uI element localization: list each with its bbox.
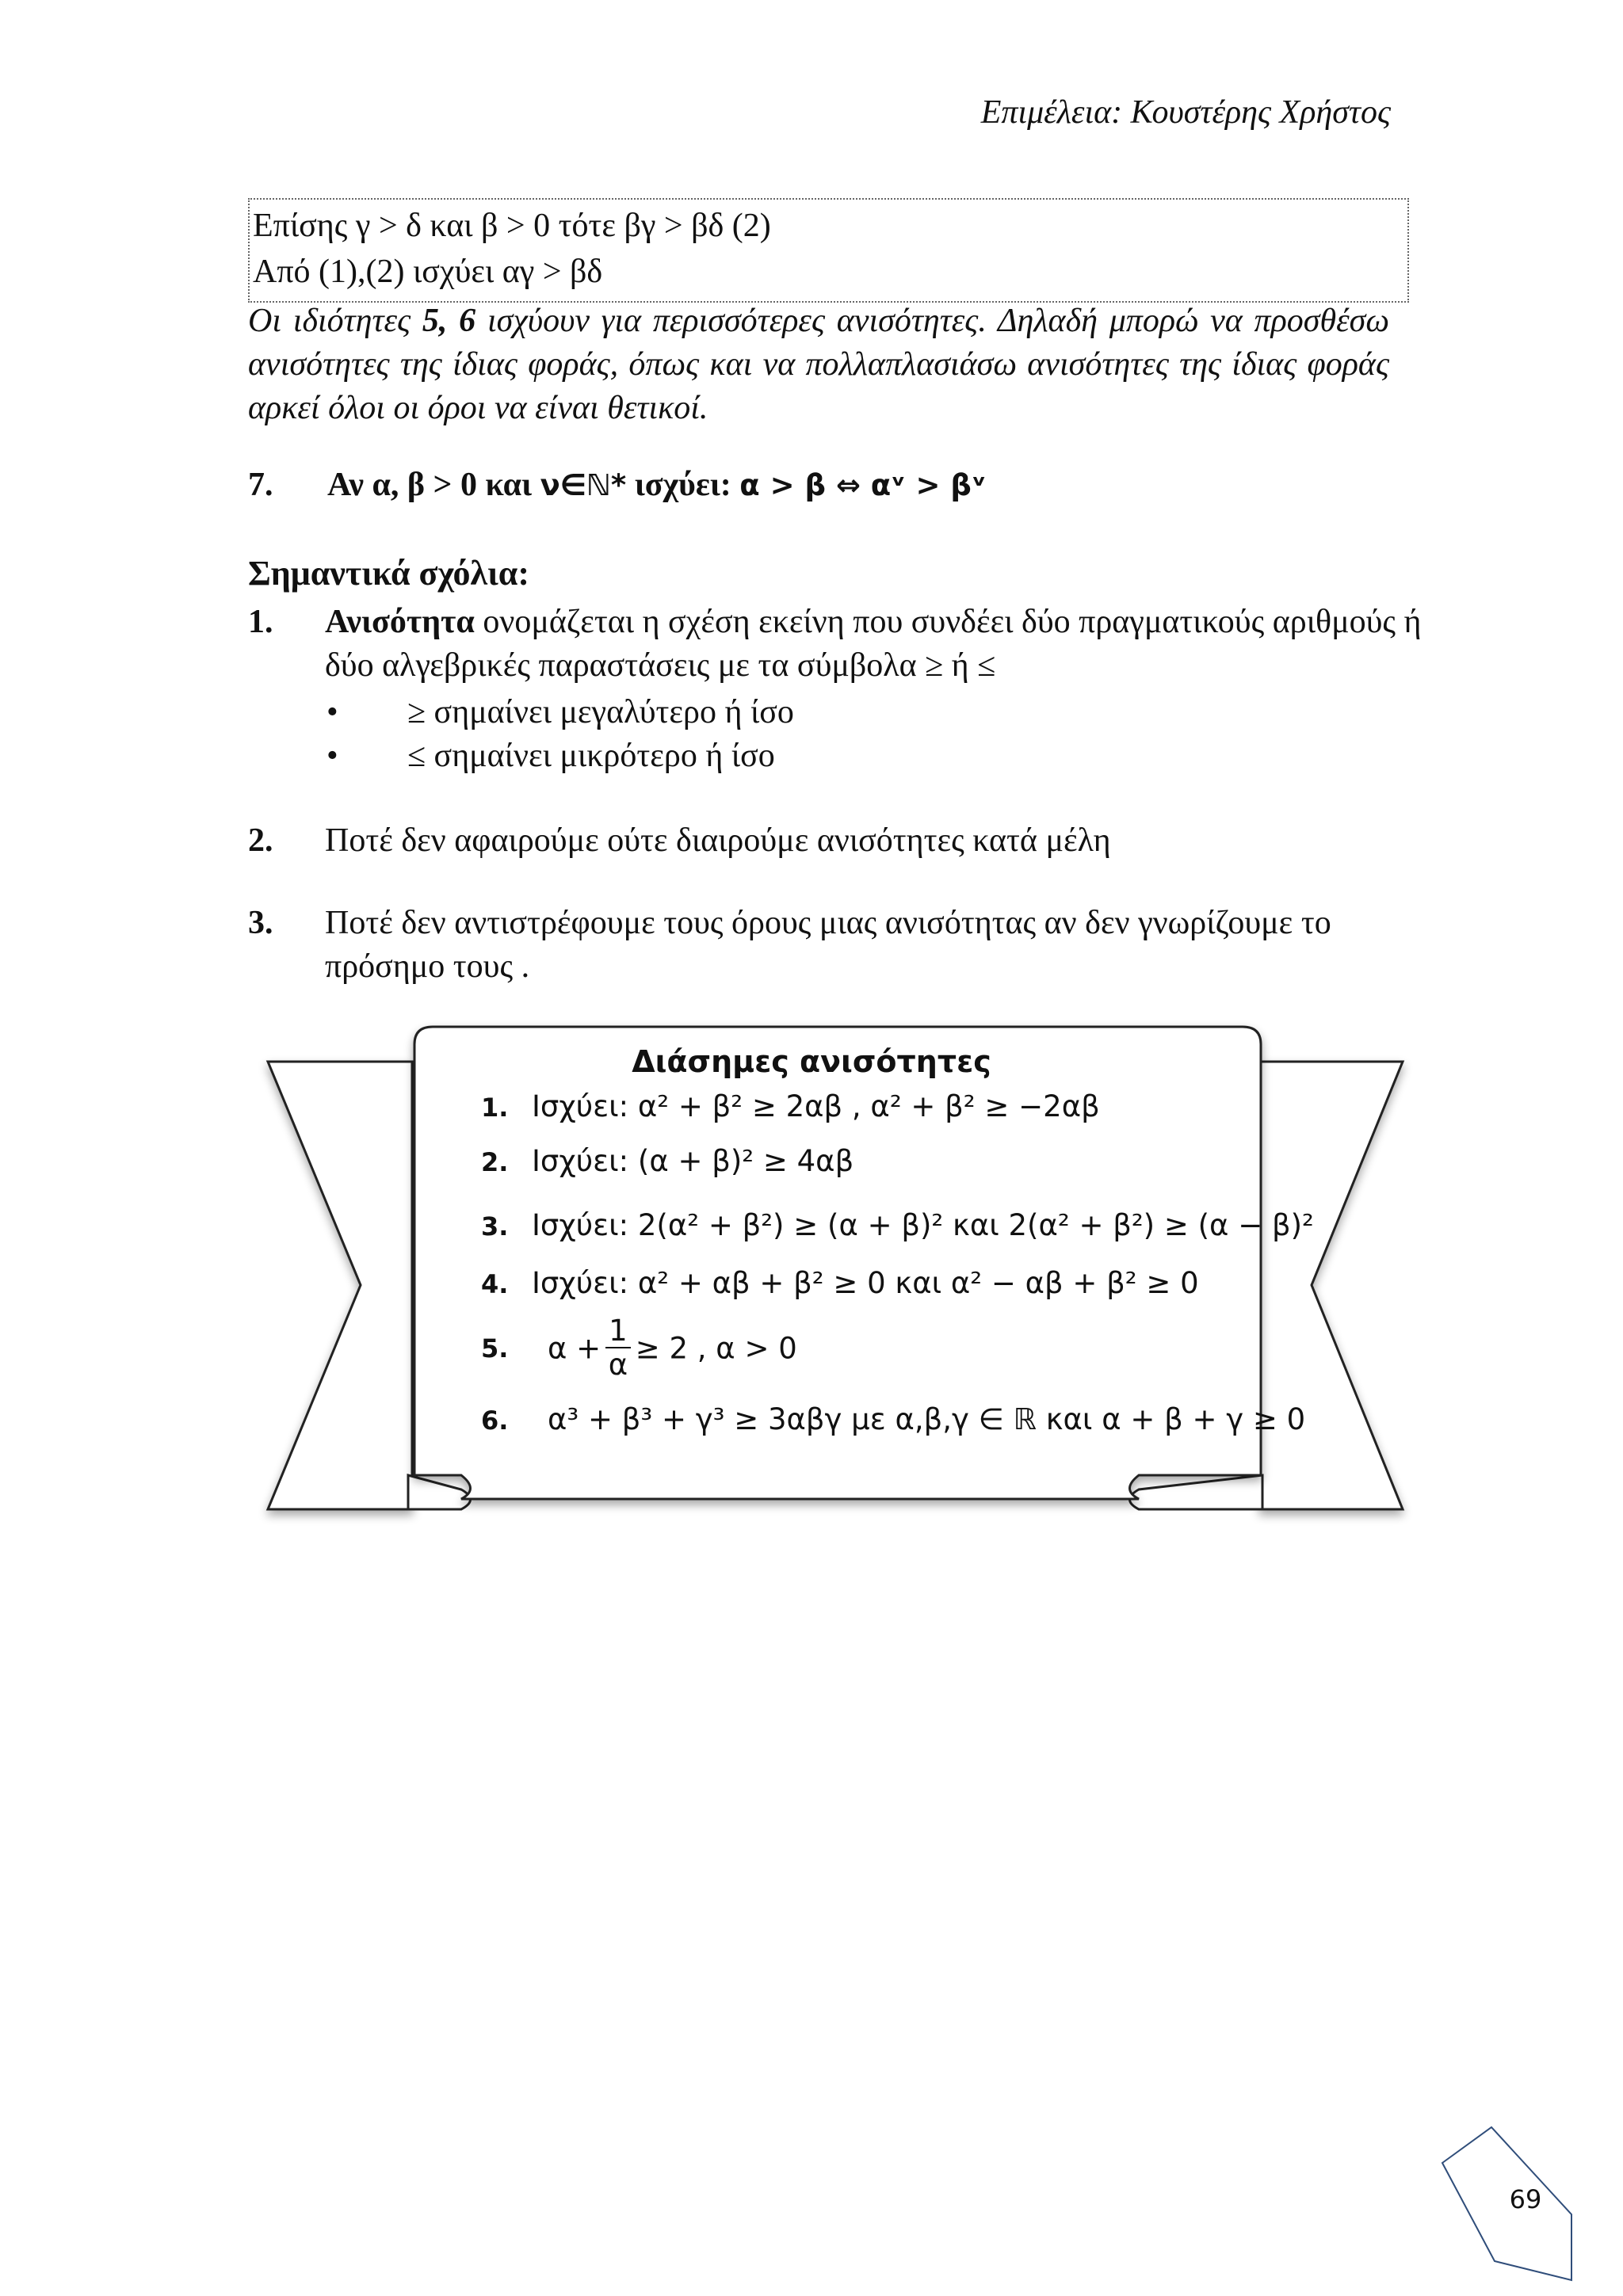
ribbon-right-fold — [1130, 1475, 1263, 1509]
page-number: 69 — [1509, 2184, 1542, 2214]
bullet-text: ≥ σημαίνει μεγαλύτερο ή ίσο — [407, 694, 794, 730]
banner-row-2 — [481, 1144, 854, 1178]
note-pre: Οι ιδιότητες — [248, 303, 422, 339]
fraction-numerator: 1 — [605, 1315, 631, 1348]
comments-heading: Σημαντικά σχόλια: — [248, 554, 530, 593]
banner-row-text: Ισχύει: α² + β² ≥ 2αβ , α² + β² ≥ −2αβ — [532, 1089, 1100, 1123]
banner-row-1 — [481, 1089, 1100, 1123]
banner-row-5 — [481, 1315, 797, 1394]
banner-row-text-a: α + — [548, 1331, 601, 1366]
banner-row-3 — [481, 1208, 1314, 1242]
banner-row-number: 5. — [481, 1333, 509, 1363]
banner-row-6 — [481, 1402, 1305, 1436]
property-7-number: 7. — [248, 467, 273, 503]
banner-row-number: 3. — [481, 1211, 509, 1241]
banner-row-number: 1. — [481, 1093, 509, 1123]
proof-line-2: Από (1),(2) ισχύει αγ > βδ — [253, 254, 603, 290]
proof-line-1: Επίσης γ > δ και β > 0 τότε βγ > βδ (2) — [253, 208, 771, 244]
banner-row-number: 6. — [481, 1405, 509, 1436]
banner-fraction — [605, 1315, 631, 1382]
banner-row-text: Ισχύει: 2(α² + β²) ≥ (α + β)² και 2(α² + β²) ≥ (α − β)² — [532, 1208, 1314, 1242]
banner-row-number: 2. — [481, 1147, 509, 1177]
property-7-condition: ν∈ℕ* — [540, 468, 627, 502]
note-post: ισχύουν για περισσότερες ανισότητες. Δηλαδή μπορώ να προσθέσω ανισότητες της ίδιας φοράς, όπως και να πολλαπλασιάσω ανισότητες της ίδιας φοράς αρκεί όλοι οι όροι να είναι θετικοί. — [248, 303, 1389, 426]
bullet-text: ≤ σημαίνει μικρότερο ή ίσο — [407, 738, 775, 774]
banner-row-text: α³ + β³ + γ³ ≥ 3αβγ με α,β,γ ∈ ℝ και α + β + γ ≥ 0 — [548, 1402, 1306, 1436]
comment-text: Ποτέ δεν αντιστρέφουμε τους όρους μιας ανισότητας αν δεν γνωρίζουμε το πρόσημο τους . — [325, 905, 1331, 985]
banner-row-text: Ισχύει: α² + αβ + β² ≥ 0 και α² − αβ + β² ≥ 0 — [532, 1266, 1199, 1300]
property-7-text: Αν α, β > 0 και — [327, 467, 540, 503]
property-7-middle: ισχύει: — [626, 467, 740, 503]
ribbon-right-tail — [1260, 1062, 1403, 1509]
bullet-dot: • — [327, 738, 338, 774]
banner-row-text: Ισχύει: (α + β)² ≥ 4αβ — [532, 1144, 854, 1178]
fraction-denominator: α — [608, 1348, 628, 1382]
page-header-author: Επιμέλεια: Κουστέρης Χρήστος — [980, 94, 1391, 131]
note-bold: 5, 6 — [422, 303, 476, 339]
banner-row-4 — [481, 1266, 1199, 1300]
comment-rest: ονομάζεται η σχέση εκείνη που συνδέει δύο πραγματικούς αριθμούς ή δύο αλγεβρικές παραστάσεις με τα σύμβολα ≥ ή ≤ — [325, 604, 1422, 684]
ribbon-left-fold — [408, 1475, 471, 1509]
bullet-dot: • — [327, 694, 338, 730]
ribbon-left-tail — [268, 1062, 412, 1509]
banner-title: Διάσημες ανισότητες — [632, 1044, 991, 1079]
comment-number: 3. — [248, 905, 273, 941]
banner-row-number: 4. — [481, 1269, 509, 1299]
comment-text: Ποτέ δεν αφαιρούμε ούτε διαιρούμε ανισότητες κατά μέλη — [325, 822, 1111, 859]
comment-number: 2. — [248, 822, 273, 859]
banner-row-text-b: ≥ 2 , α > 0 — [635, 1331, 797, 1366]
comment-number: 1. — [248, 604, 273, 640]
property-7-math: α > β ⇔ αᵛ > βᵛ — [739, 468, 987, 502]
comment-bold: Ανισότητα — [325, 604, 475, 640]
